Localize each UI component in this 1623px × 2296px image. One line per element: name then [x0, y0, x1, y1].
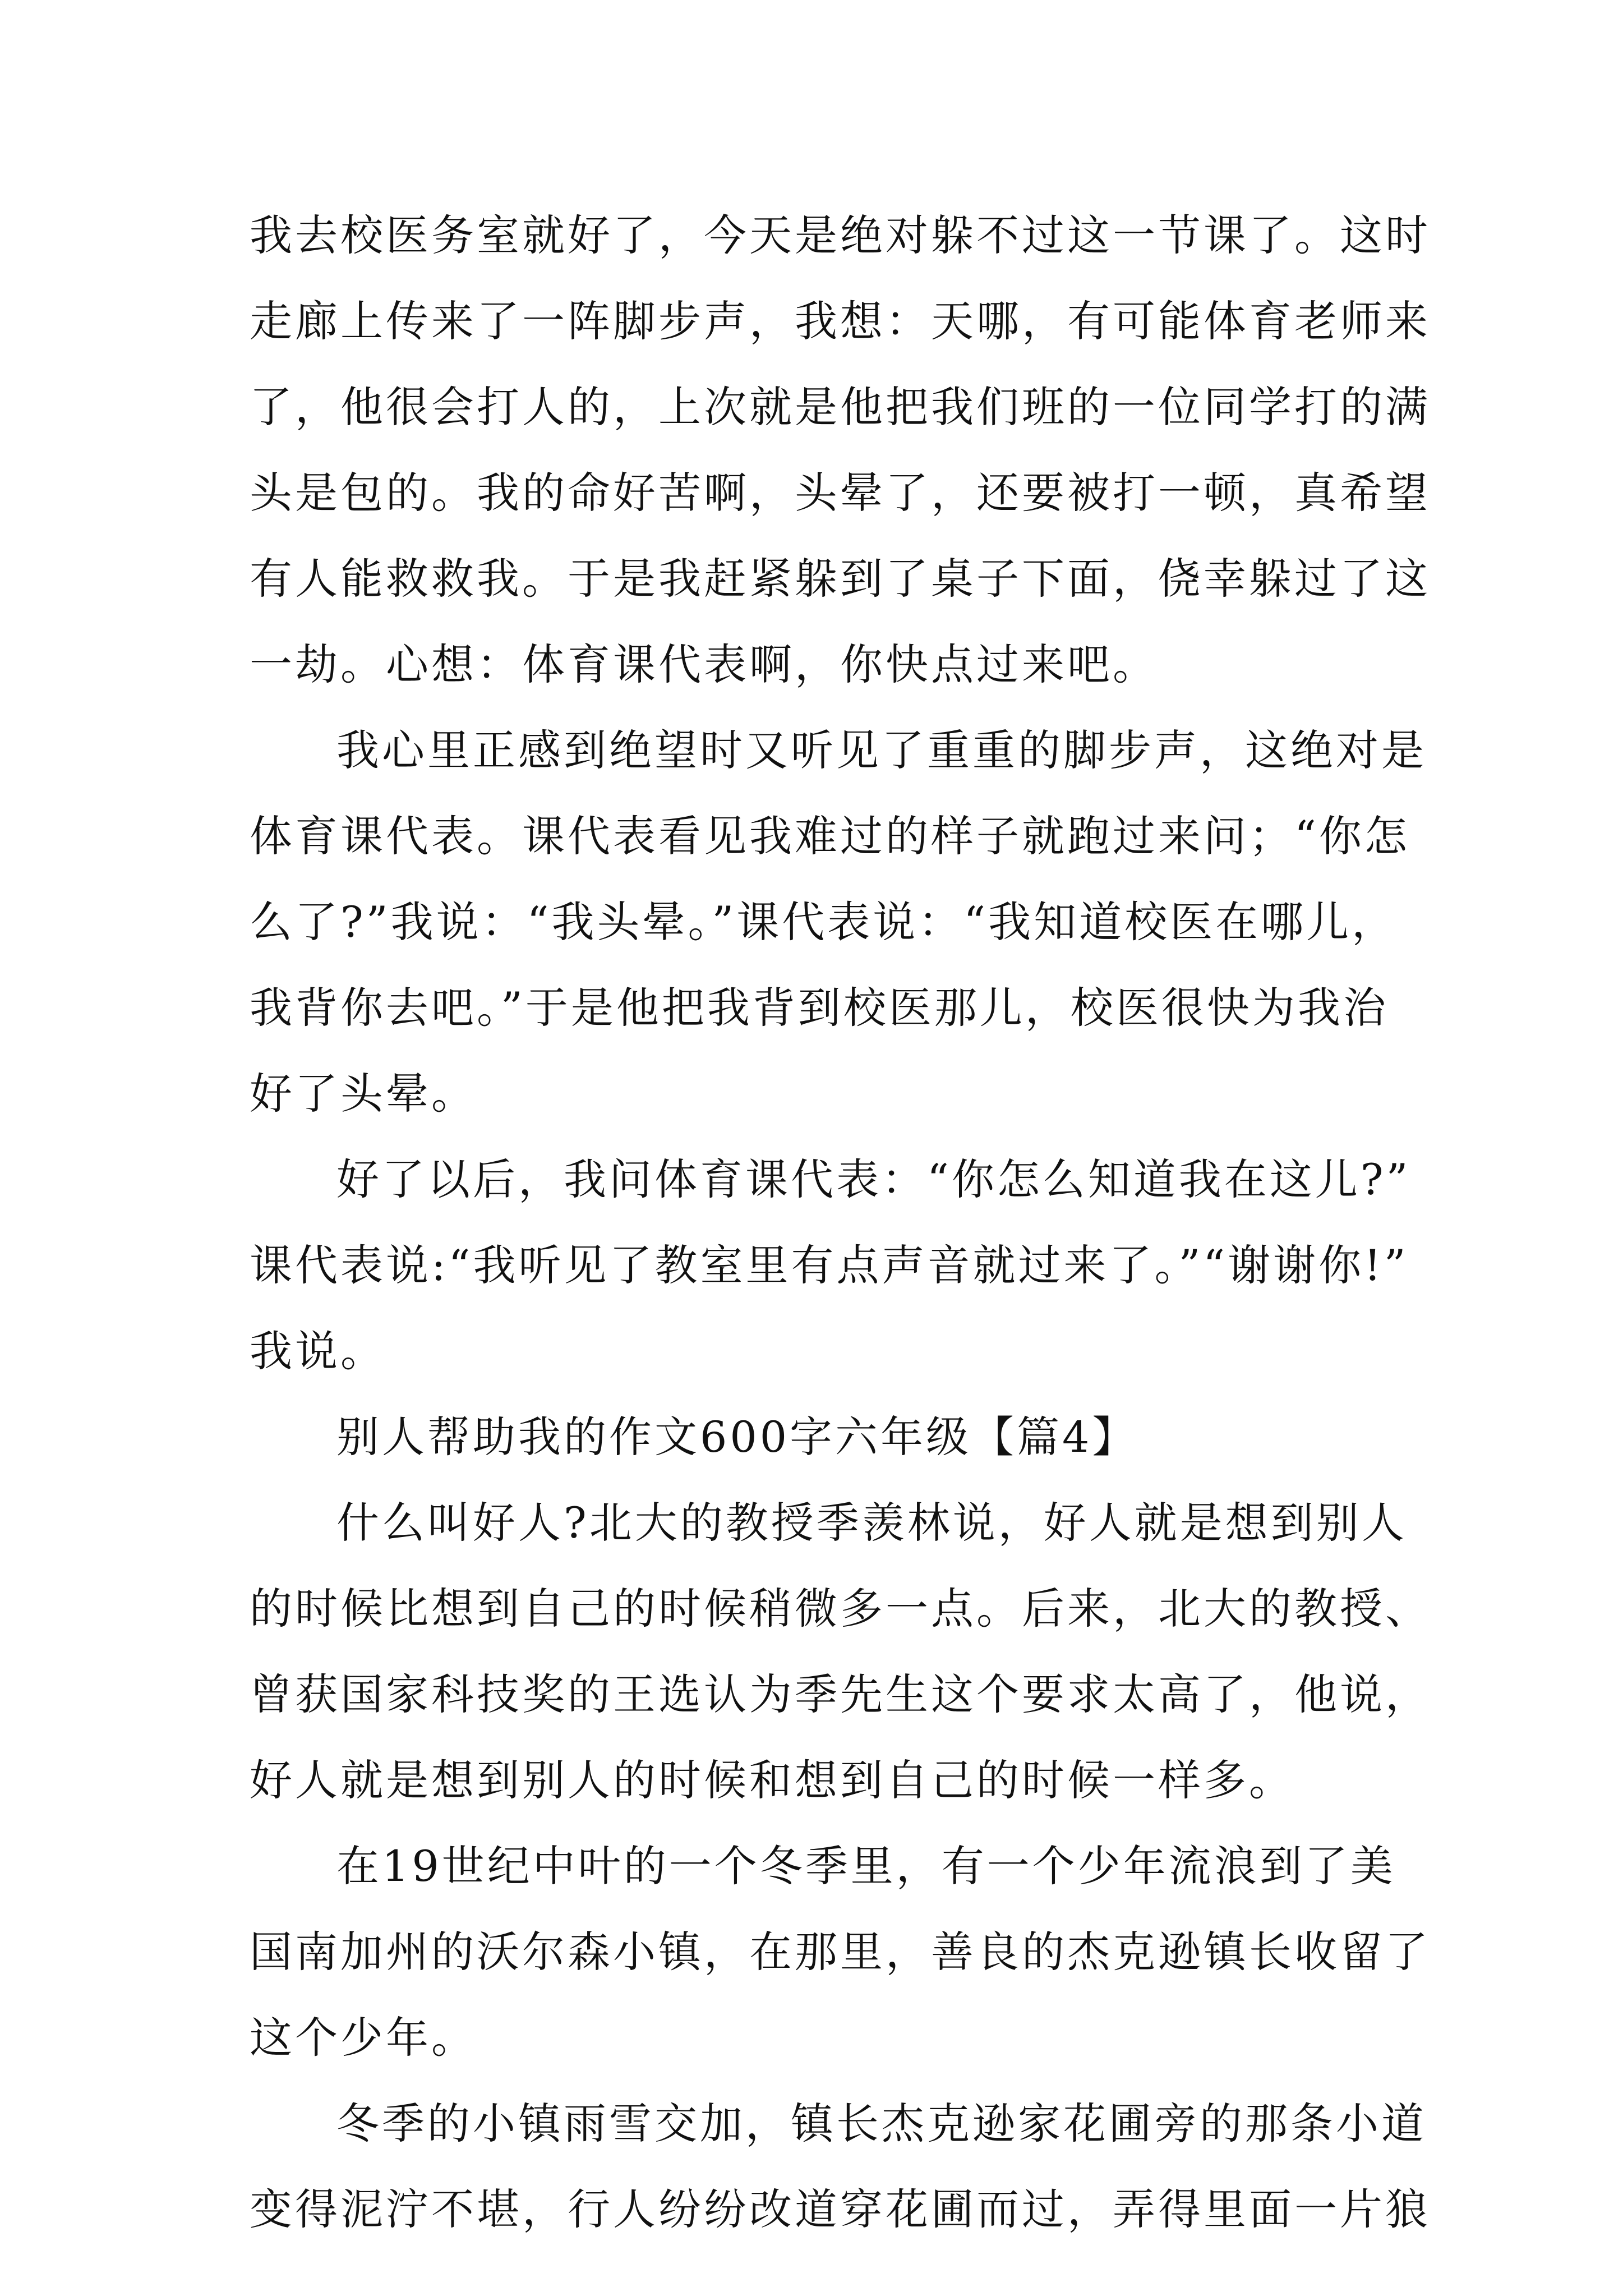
text-line: 的时候比想到自己的时候稍微多一点。后来，北大的教授、: [250, 1584, 1431, 1634]
paragraph-first-line: 我心里正感到绝望时又听见了重重的脚步声，这绝对是: [336, 725, 1427, 775]
paragraph-first-line: 在19世纪中叶的一个冬季里，有一个少年流浪到了美: [336, 1841, 1396, 1891]
text-line: 这个少年。: [250, 2013, 477, 2063]
text-line: 变得泥泞不堪，行人纷纷改道穿花圃而过，弄得里面一片狼: [250, 2184, 1431, 2234]
text-line: 了，他很会打人的，上次就是他把我们班的一位同学打的满: [250, 382, 1431, 432]
text-line: 好了头晕。: [250, 1069, 477, 1119]
text-line: 曾获国家科技奖的王选认为季先生这个要求太高了，他说，: [250, 1669, 1431, 1719]
text-line: 课代表说:“我听见了教室里有点声音就过来了。”“谢谢你!”: [250, 1240, 1409, 1290]
text-line: 体育课代表。课代表看见我难过的样子就跑过来问；“你怎: [250, 811, 1410, 861]
text-line: 走廊上传来了一阵脚步声，我想：天哪，有可能体育老师来: [250, 296, 1431, 346]
text-line: 有人能救救我。于是我赶紧躲到了桌子下面，侥幸躲过了这: [250, 554, 1431, 604]
paragraph-first-line: 什么叫好人?北大的教授季羡林说，好人就是想到别人: [336, 1498, 1407, 1548]
text-line: 国南加州的沃尔森小镇，在那里，善良的杰克逊镇长收留了: [250, 1927, 1431, 1977]
text-line: 头是包的。我的命好苦啊，头晕了，还要被打一顿，真希望: [250, 468, 1431, 518]
text-line: 么了?”我说：“我头晕。”课代表说：“我知道校医在哪儿，: [250, 897, 1398, 947]
paragraph-first-line: 冬季的小镇雨雪交加，镇长杰克逊家花圃旁的那条小道: [336, 2099, 1427, 2148]
text-line: 一劫。心想：体育课代表啊，你快点过来吧。: [250, 639, 1158, 689]
text-line: 我去校医务室就好了，今天是绝对躲不过这一节课了。这时: [250, 210, 1431, 260]
text-line: 我说。: [250, 1326, 386, 1376]
section-heading: 别人帮助我的作文600字六年级【篇4】: [336, 1412, 1138, 1462]
paragraph-first-line: 好了以后，我问体育课代表：“你怎么知道我在这儿?”: [336, 1154, 1411, 1204]
text-line: 我背你去吧。”于是他把我背到校医那儿，校医很快为我治: [250, 983, 1389, 1033]
text-line: 好人就是想到别人的时候和想到自己的时候一样多。: [250, 1755, 1294, 1805]
